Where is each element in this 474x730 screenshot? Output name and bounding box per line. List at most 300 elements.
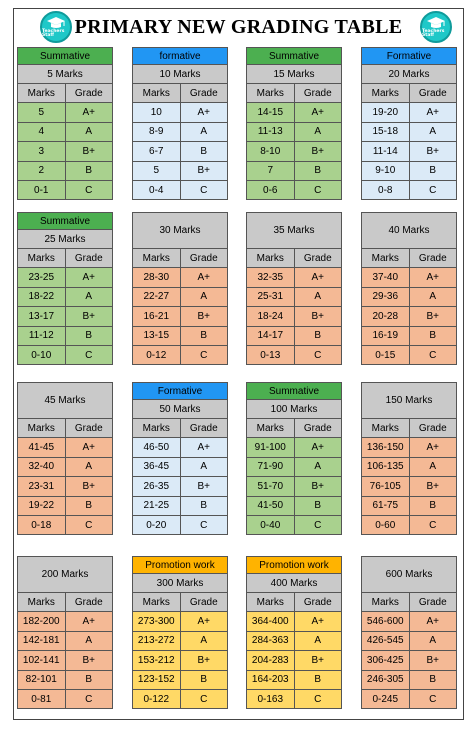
marks-range-cell: 8-9 [133,122,181,141]
grade-cell: A+ [294,438,342,457]
marks-range-cell: 9-10 [362,161,410,180]
table-row [18,287,113,306]
grade-cell: A+ [180,268,228,287]
marks-range-cell: 0-4 [133,180,181,199]
table-row [18,180,113,199]
marks-range-cell: 102-141 [18,651,66,670]
grade-cell: A+ [409,103,457,122]
table-row [247,438,342,457]
grade-cell: A [409,287,457,306]
grade-table [246,418,342,535]
logo-text: Teachers Staff [422,28,445,38]
table-row [133,438,228,457]
marks-range-cell: 7 [247,161,295,180]
grade-cell: B [409,496,457,515]
marks-range-cell: 5 [18,103,66,122]
grade-table [132,418,228,535]
assessment-type-label: Summative [17,47,113,64]
grade-block [132,382,228,535]
table-row [247,287,342,306]
table-row [247,180,342,199]
total-marks-label: 10 Marks [132,64,228,83]
marks-range-cell: 0-20 [133,515,181,534]
grade-table [246,592,342,709]
assessment-type-label: Formative [132,382,228,399]
grade-cell: B+ [294,477,342,496]
marks-range-cell: 13-15 [133,326,181,345]
grade-table [361,83,457,200]
grade-block [361,382,457,535]
grade-cell: C [409,345,457,364]
grade-cell: A+ [65,612,113,631]
grade-cell: B+ [180,477,228,496]
marks-column-header: Marks [362,419,410,438]
graduation-cap-logo [40,11,72,43]
grade-cell: C [65,180,113,199]
marks-range-cell: 0-8 [362,180,410,199]
marks-range-cell: 18-24 [247,307,295,326]
table-row [133,287,228,306]
table-row [247,161,342,180]
grade-cell: A [409,631,457,650]
assessment-type-label: Summative [246,47,342,64]
table-row [362,477,457,496]
table-header-row [133,249,228,268]
marks-column-header: Marks [362,593,410,612]
marks-column-header: Marks [247,593,295,612]
table-header-row [18,593,113,612]
table-row [18,670,113,689]
grade-cell: A [65,631,113,650]
marks-column-header: Marks [247,249,295,268]
marks-range-cell: 18-22 [18,287,66,306]
marks-range-cell: 51-70 [247,477,295,496]
total-marks-label: 50 Marks [132,399,228,418]
grade-cell: C [65,689,113,708]
grade-block [132,212,228,365]
grade-block [361,556,457,709]
marks-range-cell: 19-22 [18,496,66,515]
grade-cell: A+ [65,268,113,287]
table-row [133,670,228,689]
marks-range-cell: 61-75 [362,496,410,515]
marks-range-cell: 13-17 [18,307,66,326]
grade-cell: B+ [65,307,113,326]
grade-cell: A+ [409,438,457,457]
grade-cell: A+ [180,103,228,122]
grade-cell: B+ [294,142,342,161]
marks-column-header: Marks [247,84,295,103]
grade-column-header: Grade [409,84,457,103]
marks-column-header: Marks [133,419,181,438]
table-row [18,631,113,650]
table-row [247,515,342,534]
marks-range-cell: 37-40 [362,268,410,287]
logo-text: Teachers Staff [42,28,65,38]
table-row [247,307,342,326]
total-marks-label: 300 Marks [132,573,228,592]
marks-range-cell: 546-600 [362,612,410,631]
marks-range-cell: 106-135 [362,457,410,476]
table-row [362,307,457,326]
marks-range-cell: 0-10 [18,345,66,364]
table-row [133,122,228,141]
marks-range-cell: 153-212 [133,651,181,670]
grade-cell: C [294,345,342,364]
table-row [247,689,342,708]
table-row [362,689,457,708]
marks-range-cell: 364-400 [247,612,295,631]
marks-range-cell: 3 [18,142,66,161]
grade-cell: C [409,515,457,534]
marks-range-cell: 28-30 [133,268,181,287]
table-row [18,612,113,631]
grade-cell: C [409,180,457,199]
marks-range-cell: 204-283 [247,651,295,670]
table-row [18,326,113,345]
table-row [18,651,113,670]
marks-range-cell: 11-13 [247,122,295,141]
table-row [362,268,457,287]
marks-range-cell: 82-101 [18,670,66,689]
table-row [362,326,457,345]
graduation-cap-icon [426,16,446,30]
table-row [247,457,342,476]
marks-range-cell: 91-100 [247,438,295,457]
total-marks-label: 200 Marks [17,556,113,592]
grade-cell: B+ [294,651,342,670]
marks-range-cell: 123-152 [133,670,181,689]
grade-cell: B [294,496,342,515]
table-header-row [133,84,228,103]
table-row [18,515,113,534]
table-row [133,142,228,161]
marks-range-cell: 284-363 [247,631,295,650]
table-row [362,612,457,631]
assessment-type-label: Summative [246,382,342,399]
marks-range-cell: 76-105 [362,477,410,496]
grade-column-header: Grade [180,419,228,438]
marks-range-cell: 0-15 [362,345,410,364]
table-row [362,103,457,122]
table-row [362,142,457,161]
grade-table [361,592,457,709]
table-header-row [247,419,342,438]
table-row [362,180,457,199]
marks-range-cell: 29-36 [362,287,410,306]
table-row [18,345,113,364]
grade-block [246,47,342,200]
table-row [362,287,457,306]
marks-range-cell: 11-14 [362,142,410,161]
grade-cell: C [65,515,113,534]
grade-table [132,592,228,709]
table-row [362,496,457,515]
grade-cell: B+ [409,142,457,161]
grade-block [17,382,113,535]
grade-cell: A [294,287,342,306]
table-row [362,438,457,457]
marks-range-cell: 25-31 [247,287,295,306]
grade-cell: A [65,457,113,476]
grade-cell: B+ [180,651,228,670]
table-row [247,477,342,496]
grade-cell: B+ [180,307,228,326]
grade-cell: A [409,122,457,141]
table-row [18,142,113,161]
grade-table [132,83,228,200]
marks-range-cell: 23-31 [18,477,66,496]
marks-range-cell: 21-25 [133,496,181,515]
assessment-type-label: formative [132,47,228,64]
marks-range-cell: 16-19 [362,326,410,345]
grade-cell: C [294,515,342,534]
grade-block [132,556,228,709]
total-marks-label: 20 Marks [361,64,457,83]
marks-range-cell: 36-45 [133,457,181,476]
table-row [133,631,228,650]
table-header-row [18,249,113,268]
marks-range-cell: 246-305 [362,670,410,689]
table-row [133,457,228,476]
marks-range-cell: 4 [18,122,66,141]
grade-cell: B+ [294,307,342,326]
table-row [133,612,228,631]
total-marks-label: 30 Marks [132,212,228,248]
table-row [247,103,342,122]
marks-range-cell: 23-25 [18,268,66,287]
table-row [18,457,113,476]
table-row [133,515,228,534]
grade-block [17,47,113,200]
grade-cell: B+ [409,307,457,326]
table-header-row [247,249,342,268]
grade-table [246,248,342,365]
grade-column-header: Grade [294,593,342,612]
grade-cell: A+ [294,612,342,631]
table-row [18,496,113,515]
marks-range-cell: 19-20 [362,103,410,122]
table-row [362,631,457,650]
marks-range-cell: 0-13 [247,345,295,364]
grade-cell: A [180,457,228,476]
grade-cell: B [409,326,457,345]
grade-cell: B+ [65,477,113,496]
marks-range-cell: 136-150 [362,438,410,457]
grade-column-header: Grade [65,84,113,103]
table-row [247,631,342,650]
grade-cell: B+ [65,651,113,670]
grade-column-header: Grade [409,249,457,268]
grade-cell: B [65,670,113,689]
grade-cell: A [294,122,342,141]
table-row [362,122,457,141]
grade-cell: B+ [65,142,113,161]
grade-block [246,556,342,709]
marks-range-cell: 0-81 [18,689,66,708]
marks-range-cell: 0-1 [18,180,66,199]
table-row [247,612,342,631]
grade-column-header: Grade [409,419,457,438]
grade-cell: C [180,515,228,534]
table-row [362,457,457,476]
table-row [133,689,228,708]
grade-block [17,556,113,709]
marks-column-header: Marks [18,249,66,268]
marks-range-cell: 142-181 [18,631,66,650]
marks-column-header: Marks [362,249,410,268]
grade-column-header: Grade [65,593,113,612]
marks-range-cell: 306-425 [362,651,410,670]
grade-column-header: Grade [65,249,113,268]
marks-range-cell: 41-45 [18,438,66,457]
grade-cell: B [294,670,342,689]
marks-range-cell: 16-21 [133,307,181,326]
marks-range-cell: 26-35 [133,477,181,496]
grade-column-header: Grade [294,84,342,103]
marks-range-cell: 14-15 [247,103,295,122]
grade-table [17,83,113,200]
assessment-type-label: Summative [17,212,113,229]
grade-cell: A [409,457,457,476]
marks-range-cell: 426-545 [362,631,410,650]
marks-range-cell: 22-27 [133,287,181,306]
marks-range-cell: 71-90 [247,457,295,476]
marks-range-cell: 0-122 [133,689,181,708]
table-header-row [362,593,457,612]
grade-column-header: Grade [65,419,113,438]
table-row [133,103,228,122]
grade-cell: A+ [294,103,342,122]
table-row [133,180,228,199]
table-row [133,345,228,364]
page-title: PRIMARY NEW GRADING TABLE [74,15,403,38]
grade-cell: B [180,326,228,345]
table-row [362,651,457,670]
grade-cell: A+ [409,612,457,631]
table-row [133,307,228,326]
marks-range-cell: 0-12 [133,345,181,364]
grade-cell: A [65,122,113,141]
table-header-row [247,593,342,612]
grade-cell: B [409,161,457,180]
grade-cell: B [180,142,228,161]
grade-cell: B [180,670,228,689]
assessment-type-label: Formative [361,47,457,64]
marks-column-header: Marks [133,84,181,103]
grade-table [246,83,342,200]
grade-cell: A+ [294,268,342,287]
grade-block [246,382,342,535]
grade-column-header: Grade [294,249,342,268]
table-row [247,268,342,287]
table-row [247,326,342,345]
assessment-type-label: Promotion work [132,556,228,573]
title-bar [14,9,463,45]
total-marks-label: 150 Marks [361,382,457,418]
table-header-row [362,249,457,268]
marks-range-cell: 46-50 [133,438,181,457]
marks-column-header: Marks [18,419,66,438]
grade-table [132,248,228,365]
table-row [133,651,228,670]
grade-cell: A+ [180,438,228,457]
table-row [362,161,457,180]
grade-cell: C [65,345,113,364]
table-header-row [362,84,457,103]
grade-cell: A+ [409,268,457,287]
total-marks-label: 100 Marks [246,399,342,418]
grade-cell: B+ [409,477,457,496]
grade-cell: A [65,287,113,306]
marks-range-cell: 32-35 [247,268,295,287]
marks-range-cell: 41-50 [247,496,295,515]
marks-column-header: Marks [133,249,181,268]
marks-range-cell: 11-12 [18,326,66,345]
grade-block [246,212,342,365]
table-header-row [18,84,113,103]
total-marks-label: 40 Marks [361,212,457,248]
table-row [18,477,113,496]
table-row [362,345,457,364]
table-row [247,122,342,141]
grade-cell: A [294,457,342,476]
graduation-cap-logo [420,11,452,43]
marks-column-header: Marks [362,84,410,103]
marks-range-cell: 164-203 [247,670,295,689]
marks-range-cell: 213-272 [133,631,181,650]
total-marks-label: 600 Marks [361,556,457,592]
grade-cell: A+ [65,103,113,122]
grade-cell: A [180,122,228,141]
marks-range-cell: 10 [133,103,181,122]
table-row [133,161,228,180]
table-row [18,268,113,287]
marks-range-cell: 5 [133,161,181,180]
table-row [247,142,342,161]
grade-block [132,47,228,200]
table-row [133,268,228,287]
marks-column-header: Marks [18,593,66,612]
table-row [247,651,342,670]
grade-cell: B [180,496,228,515]
table-row [362,670,457,689]
grade-table [17,592,113,709]
grade-cell: B [65,326,113,345]
grade-table [361,418,457,535]
grade-cell: B [294,161,342,180]
table-row [362,515,457,534]
marks-range-cell: 15-18 [362,122,410,141]
table-row [18,689,113,708]
marks-range-cell: 0-6 [247,180,295,199]
grade-column-header: Grade [180,84,228,103]
table-header-row [247,84,342,103]
grade-cell: A [180,287,228,306]
table-row [18,438,113,457]
marks-range-cell: 0-60 [362,515,410,534]
grade-block [17,212,113,365]
grade-column-header: Grade [180,249,228,268]
table-header-row [133,593,228,612]
marks-range-cell: 0-163 [247,689,295,708]
table-header-row [18,419,113,438]
grade-cell: A+ [180,612,228,631]
marks-range-cell: 14-17 [247,326,295,345]
grade-cell: B+ [180,161,228,180]
marks-range-cell: 32-40 [18,457,66,476]
table-row [133,326,228,345]
